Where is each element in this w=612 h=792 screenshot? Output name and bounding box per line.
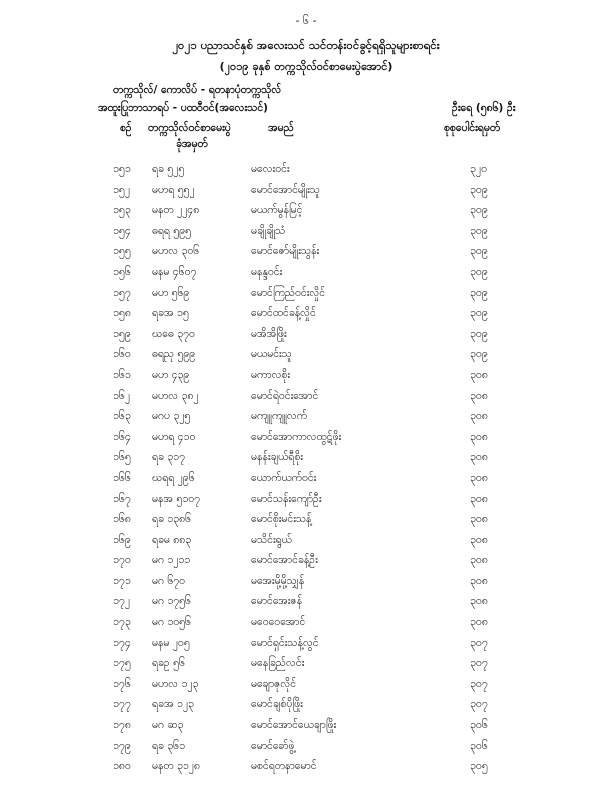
table-row xyxy=(0,304,612,325)
student-name: မနေခြည်လင်း xyxy=(251,657,305,670)
column-header-name: အမည် xyxy=(268,122,294,134)
row-number: ၁၇၇ xyxy=(113,698,131,711)
row-number: ၁၆၈ xyxy=(113,513,131,526)
roll-number: ရခအ ၁၅ xyxy=(152,307,189,320)
student-name: မအေးမို့မို့သျှန် xyxy=(251,574,305,587)
row-number: ၁၇၂ xyxy=(113,595,130,608)
row-number: ၁၆၂ xyxy=(113,389,130,402)
roll-number: ရခ ၃၁၇ xyxy=(152,451,185,464)
total-mark: ၃၀၉ xyxy=(470,307,488,320)
total-mark: ၃၀၆ xyxy=(470,739,488,752)
table-row xyxy=(0,201,612,222)
student-name: မယမင်းသူ xyxy=(251,348,292,361)
roll-number: မဂ ၁၇၅၆ xyxy=(152,595,191,608)
table-row xyxy=(0,675,612,696)
total-mark: ၃၀၉ xyxy=(470,204,488,217)
total-mark: ၃၀၉ xyxy=(470,265,488,278)
student-name: မောင်အောကာလထွဋ်ဖိုး xyxy=(251,430,342,443)
page-number: - ၆ - xyxy=(295,14,317,27)
total-mark: ၃၀၉ xyxy=(470,327,488,340)
roll-number: မဟ ၄၃၉ xyxy=(152,368,190,381)
table-row xyxy=(0,531,612,552)
row-number: ၁၇၁ xyxy=(113,574,131,587)
student-name: မောင်ထင်ခန့်လှိုင် xyxy=(251,307,316,320)
student-name: မောင်အေးဇန် xyxy=(251,595,303,608)
table-row xyxy=(0,345,612,366)
table-row xyxy=(0,737,612,758)
student-name: မချောဇုလိုင် xyxy=(251,677,297,690)
row-number: ၁၅၆ xyxy=(113,265,131,278)
roll-number: မဟလ ၃၈၂ xyxy=(152,389,199,402)
student-name: မောင်ကြည်ဝင်းလှိုင် xyxy=(251,286,326,299)
table-row xyxy=(0,263,612,284)
total-mark: ၃၀၈ xyxy=(470,554,488,567)
roll-number: မဟလ ၁၂၃ xyxy=(152,677,199,690)
student-name: မောင်ရဲဝင်းအောင် xyxy=(251,389,319,402)
total-mark: ၃၀၉ xyxy=(470,183,488,196)
student-name: မောင်စိုးမင်းသန့် xyxy=(251,513,312,526)
row-number: ၁၇၄ xyxy=(113,636,131,649)
table-row xyxy=(0,572,612,593)
roll-number: မနအ ၅၁၀၇ xyxy=(152,492,201,505)
student-name: မစင်ရတနာမောင် xyxy=(251,760,317,773)
total-mark: ၃၀၈ xyxy=(470,574,488,587)
table-row xyxy=(0,448,612,469)
table-row xyxy=(0,428,612,449)
student-name: ယောက်ယက်ဝင်း xyxy=(251,471,317,484)
total-mark: ၃၀၇ xyxy=(470,677,488,690)
page-title: ၂၀၂၁ ပညာသင်နှစ် အလေးသင် သင်တန်းဝင်ခွင့်ရရှိသူများစာရင်း xyxy=(172,38,440,52)
roll-number: မဂ ၁၀၅၆ xyxy=(152,616,191,629)
student-name: မောင်အောင်ယေချာဖြိုး xyxy=(251,719,337,732)
total-mark: ၃၀၇ xyxy=(470,657,488,670)
total-mark: ၃၀၈ xyxy=(470,430,488,443)
roll-number: ဓရညု ၅၉၉ xyxy=(152,348,196,361)
results-list xyxy=(0,160,612,778)
page-subtitle: (၂၀၁၉ ခုနှစ် တက္ကသိုလ်ဝင်စာမေးပွဲအောင်) xyxy=(219,60,393,73)
roll-number: ဃဓေ ၃၇၀ xyxy=(152,327,195,340)
roll-number: မဂ ဆ၃ xyxy=(152,719,184,732)
total-mark: ၃၀၉ xyxy=(470,245,488,258)
student-name: မအိအိဖြိုး xyxy=(251,327,287,340)
university-label: တက္ကသိုလ်/ ကောလိပ် - ရတနာပုံတက္ကသိုလ် xyxy=(113,84,282,96)
total-mark: ၃၀၅ xyxy=(470,760,488,773)
roll-number: ရခမ ၈၈၃ xyxy=(152,533,192,546)
table-row xyxy=(0,181,612,202)
table-row xyxy=(0,490,612,511)
column-header-no: စဉ် xyxy=(120,122,132,134)
row-number: ၁၇၅ xyxy=(113,657,131,670)
quota-label: ဦးရေ (၅၈၆) ဦး xyxy=(452,102,516,114)
total-mark: ၃၀၈ xyxy=(470,492,488,505)
table-row xyxy=(0,613,612,634)
roll-number: ဓရရ ၅၉၅ xyxy=(152,224,192,237)
row-number: ၁၅၇ xyxy=(113,286,131,299)
row-number: ၁၅၈ xyxy=(113,307,131,320)
roll-number: မနတ ၃၁၂၈ xyxy=(152,760,200,773)
row-number: ၁၆၇ xyxy=(113,492,131,505)
roll-number: မနမ ၂၀၅ xyxy=(152,636,190,649)
total-mark: ၃၀၉ xyxy=(470,348,488,361)
roll-number: မဂပ ၃၂၅ xyxy=(152,410,191,423)
student-name: မကာလစိုး xyxy=(251,368,291,381)
student-name: မနန်းချယ်ရီစိုး xyxy=(251,451,303,464)
total-mark: ၃၀၈ xyxy=(470,616,488,629)
row-number: ၁၆၅ xyxy=(113,451,131,464)
roll-number: မနတ ၂၂၄၈ xyxy=(152,204,200,217)
row-number: ၁၇၈ xyxy=(113,719,131,732)
roll-number: ရခအ ၁၂၃ xyxy=(152,698,194,711)
row-number: ၁၇၃ xyxy=(113,616,131,629)
roll-number: ရခ ၅၂၅ xyxy=(152,163,185,175)
roll-number: မဟလ ၃၀၆ xyxy=(152,245,200,258)
row-number: ၁၈၀ xyxy=(113,760,131,773)
column-header-roll: တက္ကသိုလ်ဝင်စာမေးပွဲ xyxy=(148,122,231,134)
student-name: မနန္ဒဝင်း xyxy=(251,265,283,278)
row-number: ၁၇၆ xyxy=(113,677,131,690)
roll-number: ဃရရ ၂၉၆ xyxy=(152,471,195,484)
student-name: မသိင်းရွယ် xyxy=(251,533,292,546)
table-row xyxy=(0,366,612,387)
total-mark: ၃၀၈ xyxy=(470,513,488,526)
table-row xyxy=(0,592,612,613)
table-row xyxy=(0,242,612,263)
student-name: မယက်မွန်မြင့် xyxy=(251,204,303,217)
total-mark: ၃၀၈ xyxy=(470,533,488,546)
total-mark: ၃၀၈ xyxy=(470,368,488,381)
student-name: မဝေဝေအောင် xyxy=(251,616,306,629)
table-row xyxy=(0,160,612,181)
total-mark: ၃၀၆ xyxy=(470,719,488,732)
row-number: ၁၅၃ xyxy=(113,204,131,217)
row-number: ၁၇၉ xyxy=(113,739,131,752)
table-row xyxy=(0,325,612,346)
column-header-mark: စုစုပေါင်းရမှတ် xyxy=(444,122,501,134)
row-number: ၁၆၀ xyxy=(113,348,131,361)
table-row xyxy=(0,222,612,243)
table-row xyxy=(0,510,612,531)
student-name: မောင်ဇော်မျိုးသွန်း xyxy=(251,245,320,258)
column-header-roll-sub: ခုံအမှတ် xyxy=(176,138,208,150)
total-mark: ၃၀၉ xyxy=(470,286,488,299)
total-mark: ၃၀၈ xyxy=(470,410,488,423)
student-name: မချိုချိုသံ xyxy=(251,224,286,237)
roll-number: ရခ ၃၆၁ xyxy=(152,739,185,752)
student-name: မောင်ရှင်းသန့်လွင် xyxy=(251,636,319,649)
table-row xyxy=(0,284,612,305)
table-row xyxy=(0,469,612,490)
specialization-label: အထူးပြုဘာသာရပ် - ပထဝီဝင်(အလေးသင်) xyxy=(98,102,268,114)
row-number: ၁၅၂ xyxy=(113,183,130,196)
table-row xyxy=(0,387,612,408)
row-number: ၁၅၉ xyxy=(113,327,131,340)
total-mark: ၃၀၇ xyxy=(470,636,488,649)
roll-number: မဂ ၆၇၀ xyxy=(152,574,186,587)
roll-number: မနမ ၄၆၀၇ xyxy=(152,265,197,278)
table-row xyxy=(0,407,612,428)
table-row xyxy=(0,551,612,572)
row-number: ၁၆၆ xyxy=(113,471,131,484)
student-name: မောင်အောင်မျိုးသူ xyxy=(251,183,320,196)
table-row xyxy=(0,654,612,675)
roll-number: မဟ ၅၆၉ xyxy=(152,286,190,299)
table-row xyxy=(0,716,612,737)
row-number: ၁၆၁ xyxy=(113,368,131,381)
roll-number: မဟရ ၄၁၀ xyxy=(152,430,196,443)
roll-number: မဟရ ၅၅၂ xyxy=(152,183,195,196)
row-number: ၁၅၅ xyxy=(113,245,131,258)
row-number: ၁၅၁ xyxy=(113,163,131,175)
table-row xyxy=(0,695,612,716)
row-number: ၁၇၀ xyxy=(113,554,131,567)
roll-number: မဂ ၁၂၁၁ xyxy=(152,554,191,567)
row-number: ၁၅၄ xyxy=(113,224,131,237)
roll-number: ရခ ၁၃၈၆ xyxy=(152,513,191,526)
total-mark: ၃၀၈ xyxy=(470,471,488,484)
total-mark: ၃၀၉ xyxy=(470,224,488,237)
student-name: မောင်ချစ်ပိုဖြိုး xyxy=(251,698,303,711)
row-number: ၁၆၉ xyxy=(113,533,131,546)
total-mark: ၃၀၈ xyxy=(470,595,488,608)
table-row xyxy=(0,757,612,778)
total-mark: ၃၂၀ xyxy=(470,163,487,175)
student-name: မောင်အောင်ခန့်ဦး xyxy=(251,554,318,567)
student-name: မကျူကျူလက် xyxy=(251,410,308,423)
row-number: ၁၆၃ xyxy=(113,410,131,423)
student-name: မောင်ခော်ဖွဲ့ xyxy=(251,739,295,752)
table-row xyxy=(0,634,612,655)
student-name: မောင်သန်းကျော်ဦး xyxy=(251,492,322,505)
total-mark: ၃၀၈ xyxy=(470,451,488,464)
total-mark: ၃၀၇ xyxy=(470,698,488,711)
row-number: ၁၆၄ xyxy=(113,430,131,443)
roll-number: ရခဥ ၅၆ xyxy=(152,657,185,670)
student-name: မလေးဝင်း xyxy=(251,163,290,175)
total-mark: ၃၀၈ xyxy=(470,389,488,402)
